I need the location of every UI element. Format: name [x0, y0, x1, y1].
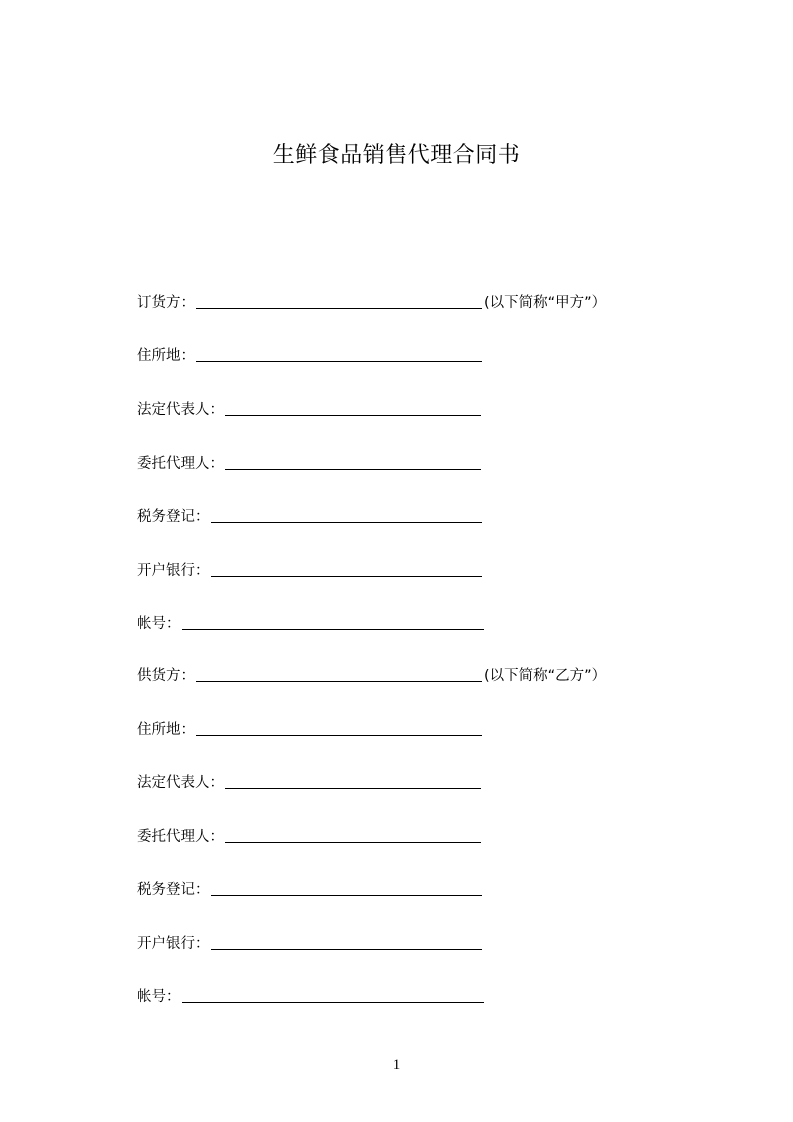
- party-b-tax-row: [137, 876, 482, 900]
- party-a-legal-rep-label: 法定代表人：: [137, 402, 224, 418]
- party-b-account-blank[interactable]: [182, 985, 484, 1003]
- party-a-bank-label: 开户银行：: [137, 563, 210, 579]
- party-b-legal-rep-row: [137, 769, 481, 793]
- party-b-name-label: 供货方：: [137, 668, 195, 684]
- party-b-name-suffix: (以下简称“乙方”）: [484, 668, 607, 684]
- party-a-agent-label: 委托代理人：: [137, 456, 224, 472]
- party-a-account-blank[interactable]: [182, 612, 484, 630]
- document-title: 生鲜食品销售代理合同书: [272, 143, 521, 168]
- party-a-name-suffix: (以下简称“甲方”）: [484, 295, 607, 311]
- party-a-address-label: 住所地：: [137, 348, 195, 364]
- party-a-name-label: 订货方：: [137, 295, 195, 311]
- party-a-account-label: 帐号：: [137, 616, 181, 632]
- party-b-address-blank[interactable]: [196, 718, 482, 736]
- party-a-address-row: [137, 342, 482, 366]
- party-b-address-row: [137, 716, 482, 740]
- party-b-bank-row: [137, 930, 482, 954]
- party-b-agent-label: 委托代理人：: [137, 829, 224, 845]
- party-b-tax-blank[interactable]: [211, 878, 482, 896]
- party-b-bank-blank[interactable]: [211, 932, 482, 950]
- party-a-tax-blank[interactable]: [211, 505, 482, 523]
- party-b-name-row: [137, 662, 606, 686]
- party-a-legal-rep-blank[interactable]: [225, 398, 481, 416]
- party-a-tax-label: 税务登记：: [137, 509, 210, 525]
- party-b-legal-rep-label: 法定代表人：: [137, 775, 224, 791]
- party-b-legal-rep-blank[interactable]: [225, 771, 481, 789]
- party-a-bank-blank[interactable]: [211, 559, 482, 577]
- party-b-agent-row: [137, 823, 481, 847]
- party-a-address-blank[interactable]: [196, 344, 482, 362]
- party-b-address-label: 住所地：: [137, 722, 195, 738]
- party-b-agent-blank[interactable]: [225, 825, 481, 843]
- party-b-tax-label: 税务登记：: [137, 882, 210, 898]
- party-a-legal-rep-row: [137, 396, 481, 420]
- page-number: 1: [392, 1057, 401, 1073]
- party-a-name-row: [137, 289, 606, 313]
- party-a-tax-row: [137, 503, 482, 527]
- party-a-account-row: [137, 610, 484, 634]
- party-b-account-row: [137, 983, 484, 1007]
- party-b-account-label: 帐号：: [137, 989, 181, 1005]
- party-b-name-blank[interactable]: [196, 664, 482, 682]
- party-a-name-blank[interactable]: [196, 291, 482, 309]
- party-a-bank-row: [137, 557, 482, 581]
- party-b-bank-label: 开户银行：: [137, 936, 210, 952]
- party-a-agent-row: [137, 450, 481, 474]
- party-a-agent-blank[interactable]: [225, 452, 481, 470]
